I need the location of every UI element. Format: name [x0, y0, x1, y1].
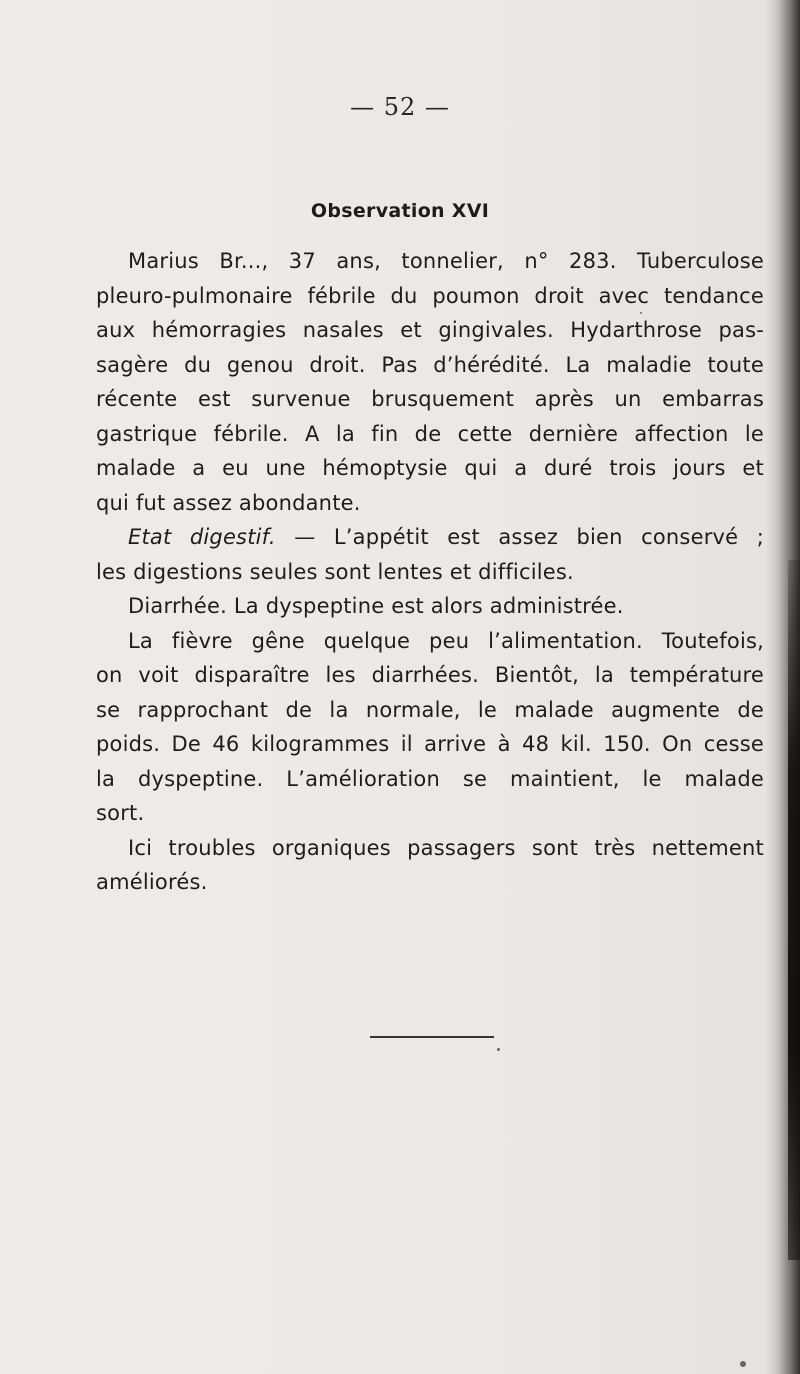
- text-line: la dyspeptine. L’amélioration se maintient, le malade: [96, 766, 764, 791]
- text-line: aux hémorragies nasales et gingivales. Hydarthrose pas-: [96, 318, 764, 342]
- text-line: Ici troubles organiques passagers sont très nettement: [128, 835, 764, 860]
- text-line: qui fut assez abondante.: [96, 490, 361, 515]
- section-label-etat-digestif: Etat digestif.: [128, 525, 276, 549]
- observation-body: [96, 244, 764, 900]
- text-line: améliorés.: [96, 870, 208, 894]
- text-line: se rapprochant de la normale, le malade augmente de: [96, 697, 764, 722]
- text-line: malade a eu une hémoptysie qui a duré trois jours et: [96, 456, 764, 480]
- text-line: poids. De 46 kilogrammes il arrive à 48 kil. 150. On cesse: [96, 732, 764, 756]
- horizontal-rule: [370, 1036, 494, 1038]
- page-binding-edge: [788, 560, 800, 1260]
- page-number: — 52 —: [350, 93, 450, 121]
- text-span: — L’appétit est assez bien conservé ;: [275, 525, 764, 549]
- text-line: La fièvre gêne quelque peu l’alimentation. Toutefois,: [128, 628, 764, 653]
- text-line: Diarrhée. La dyspeptine est alors administrée.: [128, 594, 624, 618]
- text-line: on voit disparaître les diarrhées. Bientôt, la température: [96, 663, 764, 687]
- paper-speck: [640, 312, 642, 314]
- text-line: [96, 520, 764, 555]
- text-line: gastrique fébrile. A la fin de cette dernière affection le: [96, 421, 764, 446]
- text-line: Marius Br..., 37 ans, tonnelier, n° 283. Tuberculose: [128, 249, 764, 273]
- text-line: sagère du genou droit. Pas d’hérédité. La maladie toute: [96, 352, 764, 377]
- observation-title: Observation XVI: [310, 200, 490, 222]
- paper-speck: [740, 1361, 746, 1367]
- paper-speck: [497, 1048, 500, 1051]
- text-line: récente est survenue brusquement après un embarras: [96, 387, 764, 411]
- text-line: les digestions seules sont lentes et difficiles.: [96, 559, 574, 584]
- text-line: sort.: [96, 801, 145, 825]
- text-line: pleuro-pulmonaire fébrile du poumon droit avec tendance: [96, 283, 764, 308]
